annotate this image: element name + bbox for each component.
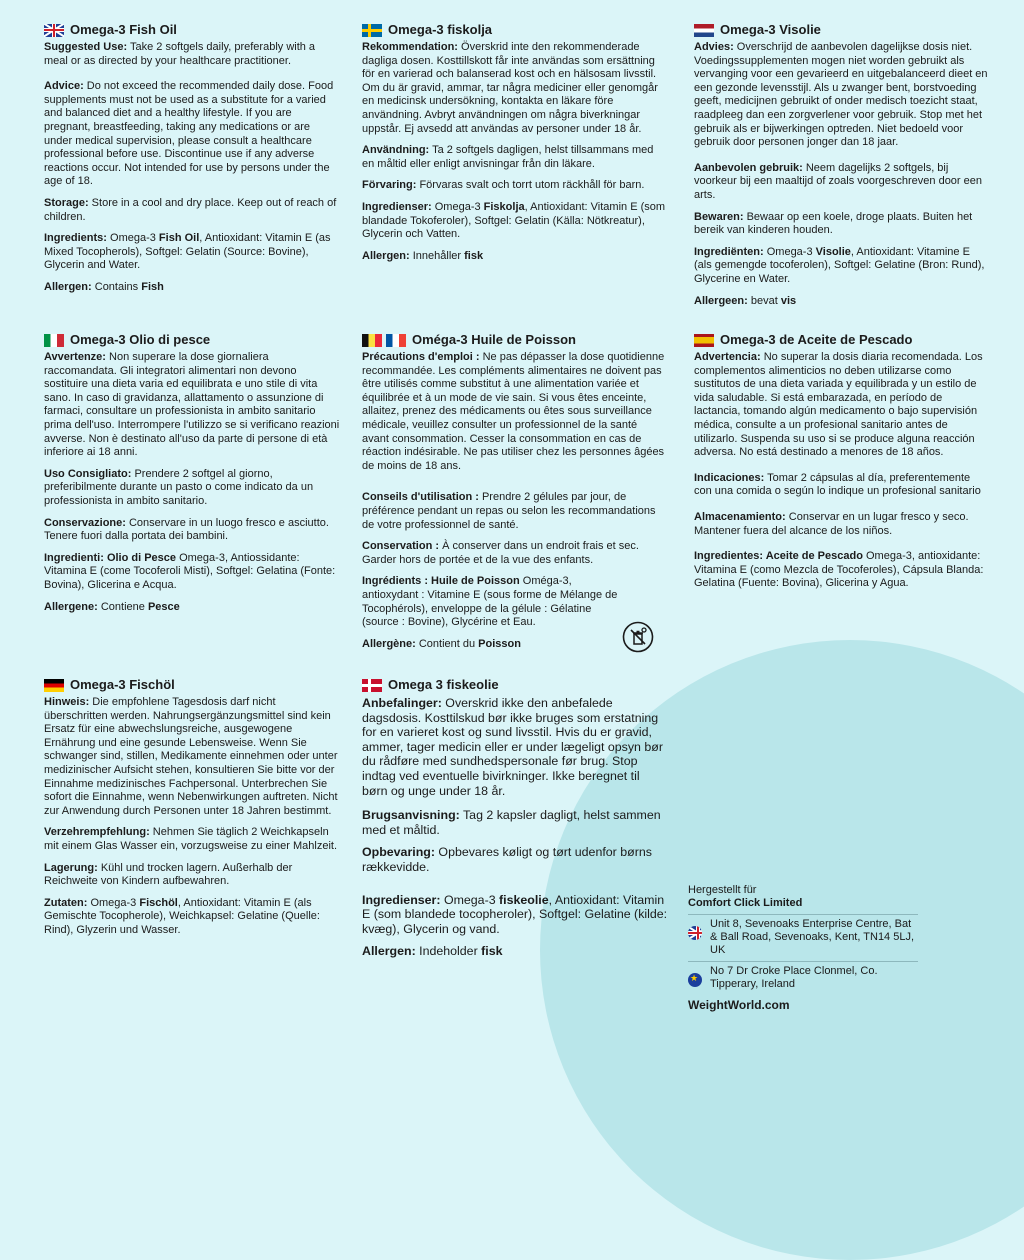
section-italian	[44, 332, 340, 622]
uk-flag-icon	[44, 24, 64, 37]
france-flag-icon	[386, 334, 406, 347]
recommended-intake: Verzehrempfehlung: Nehmen Sie täglich 2 Weichkapseln mit einem Glas Wasser ein, vorzugsweise zu einer Mahlzeit.	[44, 826, 338, 852]
warning: Advertencia: No superar la dosis diaria recomendada. Los complementos alimenticios no deben utilizarse como sustitutos de una dieta variada y equilibrada y un estilo de vida saludable. Si está embarazada, en período de lactancia, tomando algún medicamento o bajo supervisión médica, consulte a un profesional sanitario antes de utilizarlo. Suspenda su uso si se produce alguna reacción adversa. No está destinado a menores de 18 años.	[694, 351, 983, 459]
storage: Bewaren: Bewaar op een koele, droge plaats. Buiten het bereik van kinderen houden.	[694, 210, 973, 237]
recommended-use: Uso Consigliato: Prendere 2 softgel al giorno, preferibilmente durante un pasto o come indicato da un professionista in ambito sanitario.	[44, 467, 314, 507]
ingredients: Ingrediënten: Omega-3 Visolie, Antioxidant: Vitamine E (als gemengde tocoferolen), Softgel: Gelatine (Bron: Rund), Glycerine en Water.	[694, 245, 985, 285]
storage: Förvaring: Förvaras svalt och torrt utom räckhåll för barn.	[362, 179, 645, 192]
section-title: Omega-3 fiskolja	[388, 22, 493, 37]
recommended-use: Aanbevolen gebruik: Neem dagelijks 2 softgels, bij voorkeur bij een maaltijd of zoals voorgeschreven door een arts.	[694, 161, 982, 201]
manufacturer-block	[688, 884, 918, 1012]
section-german	[44, 677, 338, 946]
ingredients: Ingredientes: Aceite de Pescado Omega-3, antioxidante: Vitamina E (como Mezcla de Tocoferoles), Cápsula Blanda: Gelatina (Fuente: Bovina), Glicerina y Agua.	[694, 550, 984, 590]
italy-flag-icon	[44, 334, 64, 347]
spain-flag-icon	[694, 334, 714, 347]
address-text: Unit 8, Sevenoaks Enterprise Centre, Bat & Ball Road, Sevenoaks, Kent, TN14 5LJ, UK	[710, 918, 915, 956]
germany-flag-icon	[44, 679, 64, 692]
eu-flag-icon	[688, 973, 702, 987]
section-french	[362, 332, 666, 659]
address-text: No 7 Dr Croke Place Clonmel, Co. Tipperary, Ireland	[710, 965, 878, 990]
uk-flag-icon	[688, 926, 702, 940]
denmark-flag-icon	[362, 679, 382, 692]
usage-tips: Conseils d'utilisation : Prendre 2 gélules par jour, de préférence pendant un repas ou selon les recommandations de votre professionnel de santé.	[362, 491, 656, 531]
ingredients: Zutaten: Omega-3 Fischöl, Antioxidant: Vitamin E (als Gemischte Tocopherole), Weichkapsel: Gelatine (Quelle: Rind), Glyzerin und Wasser.	[44, 896, 320, 936]
ingredients: Ingrédients : Huile de Poisson Oméga-3, antioxydant : Vitamine E (sous forme de Mélange de Tocophérols), enveloppe de la gélule : Gélatine (source : Bovine), Glycérine et Eau.	[362, 575, 618, 629]
allergen: Allergen: Innehåller fisk	[362, 249, 484, 262]
recommendations: Anbefalinger: Overskrid ikke den anbefalede dagsdosis. Kosttilskud bør ikke bruges som erstatning for en varieret kost og sund livsstil. Hvis du er gravid, ammer, tager medicin eller er under lægeligt opsyn bør du rådføre med sundhedspersonale før brug. Stop indtag ved eventuelle bivirkninger. Ikke beregnet til børn og unge under 18 år.	[362, 696, 663, 798]
directions: Indicaciones: Tomar 2 cápsulas al día, preferentemente con una comida o según lo indique un profesional sanitario	[694, 471, 981, 498]
section-title: Omega-3 de Aceite de Pescado	[720, 332, 913, 347]
belgium-flag-icon	[362, 334, 382, 347]
storage: Almacenamiento: Conservar en un lugar fresco y seco. Mantener fuera del alcance de los niños.	[694, 510, 969, 537]
website-link[interactable]: WeightWorld.com	[688, 998, 790, 1012]
notice: Hinweis: Die empfohlene Tagesdosis darf nicht überschritten werden. Nahrungsergänzungsmittel sind kein Ersatz für eine abwechslungsreiche, ausgewogene Ernährung und eine gesunde Lebensweise. Wenn Sie schwanger sind, stillen, Medikamente einnehmen oder unter medizinischer Aufsicht stehen, konsultieren Sie bitte vor der Einnahme medizinisches Fachpersonal. Unterbrechen Sie sofort die Einnahme, wenn Nebenwirkungen auftreten. Nicht zur Anwendung durch Personen unter 18 Jahren bestimmt.	[44, 696, 338, 817]
address-eu	[688, 961, 918, 995]
netherlands-flag-icon	[694, 24, 714, 37]
recycle-bin-icon	[622, 621, 654, 653]
section-title: Omega-3 Visolie	[720, 22, 821, 37]
advice: Advies: Overschrijd de aanbevolen dagelijkse dosis niet. Voedingssupplementen mogen niet worden gebruikt als vervanging voor een gevarieerd en uitgebalanceerd dieet en een gezonde levensstijl. Als u zwanger bent, borstvoeding geeft, medicijnen gebruikt of onder medisch toezicht staat, raadpleeg dan een zorgverlener voor gebruik. Stop met het gebruik als er bijwerkingen optreden. Niet bedoeld voor gebruik door personen jonger dan 18 jaar.	[694, 41, 988, 149]
recommendation: Rekommendation: Överskrid inte den rekommenderade dagliga dosen. Kosttillskott får inte användas som ersättning för en varierad och balanserad kost och en hälsosam livsstil. Om du är gravid, ammar, tar några mediciner eller genomgår en medicinsk undersökning, kontakta en läkare före användning. Avbryt användningen om några biverkningar uppstår. Ej avsedd att användas av personer under 18 år.	[362, 41, 658, 135]
ingredients: Ingredienti: Olio di Pesce Omega-3, Antiossidante: Vitamina E (come Tocoferoli Misti), Softgel: Gelatina (Fonte: Bovina), Glicerina e Acqua.	[44, 551, 336, 591]
section-title: Omega 3 fiskeolie	[388, 677, 499, 692]
ingredients: Ingredienser: Omega-3 fiskeolie, Antioxidant: Vitamin E (som blandede tocopheroler), Softgel: Gelatine (kilde: kvæg), Glycerin og vand.	[362, 892, 668, 936]
storage: Conservation : À conserver dans un endroit frais et sec. Garder hors de portée et de la vue des enfants.	[362, 540, 639, 566]
allergen: Allergen: Contains Fish	[44, 280, 164, 293]
section-title: Oméga-3 Huile de Poisson	[412, 332, 576, 347]
suggested-use: Suggested Use: Take 2 softgels daily, preferably with a meal or as directed by your healthcare practitioner.	[44, 41, 316, 67]
usage: Användning: Ta 2 softgels dagligen, helst tillsammans med en måltid eller enligt anvisningar från din läkare.	[362, 144, 654, 170]
ingredients: Ingredienser: Omega-3 Fiskolja, Antioxidant: Vitamin E (som blandade Tokoferoler), Softgel: Gelatin (Källa: Nötkreatur), Glycerin och Vatten.	[362, 200, 666, 241]
company-name: Comfort Click Limited	[688, 897, 803, 909]
section-title: Omega-3 Fischöl	[70, 677, 175, 692]
allergen: Allergen: Indeholder fisk	[362, 944, 503, 959]
section-swedish	[362, 22, 666, 271]
address-uk	[688, 914, 918, 961]
section-spanish	[694, 332, 990, 599]
storage: Conservazione: Conservare in un luogo fresco e asciutto. Tenere fuori dalla portata dei bambini.	[44, 516, 329, 543]
manufacturer-label: Hergestellt für	[688, 884, 757, 896]
allergen: Allergeen: bevat vis	[694, 294, 797, 307]
section-dutch	[694, 22, 990, 316]
ingredients: Ingredients: Omega-3 Fish Oil, Antioxidant: Vitamin E (as Mixed Tocopherols), Softgel: Gelatin (Source: Bovine), Glycerin and Water.	[44, 232, 331, 272]
allergen: Allergène: Contient du Poisson	[362, 637, 521, 650]
storage: Lagerung: Kühl und trocken lagern. Außerhalb der Reichweite von Kindern aufbewahren.	[44, 861, 293, 888]
section-danish	[362, 677, 668, 967]
section-title: Omega-3 Olio di pesce	[70, 332, 211, 347]
section-english	[44, 22, 340, 303]
storage: Storage: Store in a cool and dry place. Keep out of reach of children.	[44, 196, 337, 223]
sweden-flag-icon	[362, 24, 382, 37]
allergen: Allergene: Contiene Pesce	[44, 600, 180, 613]
warnings: Avvertenze: Non superare la dose giornaliera raccomandata. Gli integratori alimentari non devono sostituire una dieta varia ed equilibrata e uno stile di vita sano. In caso di gravidanza, allattamento o assunzione di farmaci, consultare un professionista in ambito sanitario prima dell'uso. Interrompere l'utilizzo se si verificano reazioni avverse. Non è destinato all'uso da parte di persone di età inferiore ai 18 anni.	[44, 351, 340, 459]
precautions: Précautions d'emploi : Ne pas dépasser la dose quotidienne recommandée. Les compléments alimentaires ne doivent pas être utilisés comme substitut à une alimentation variée et équilibrée et à un mode de vie sain. Si vous êtes enceinte, allaitez, prenez des médicaments ou êtes sous surveillance médicale, veuillez consulter un professionnel de la santé avant consommation. Cesser la consommation en cas de réaction indésirable. Ne pas utiliser chez les personnes âgées de moins de 18 ans.	[362, 351, 665, 472]
advice: Advice: Do not exceed the recommended daily dose. Food supplements must not be used as a substitute for a varied and balanced diet and a healthy lifestyle. If you are pregnant, breastfeeding, taking any medications or are under medical supervision, please consult a healthcare professional before use. Discontinue use if any adverse reactions occur. Not intended for use by persons under the age of 18.	[44, 80, 334, 188]
section-title: Omega-3 Fish Oil	[70, 22, 177, 37]
storage: Opbevaring: Opbevares køligt og tørt udenfor børns rækkevidde.	[362, 845, 652, 874]
directions: Brugsanvisning: Tag 2 kapsler dagligt, helst sammen med et måltid.	[362, 808, 661, 837]
